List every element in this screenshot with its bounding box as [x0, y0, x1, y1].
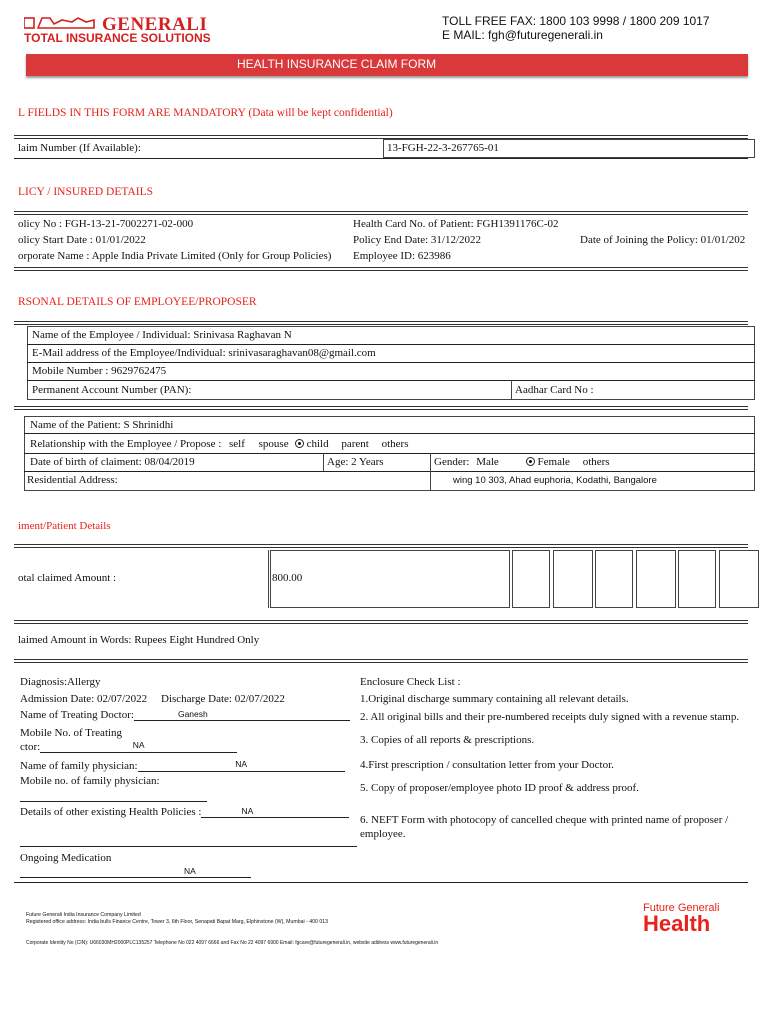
ongoing-medication-row: [20, 866, 251, 878]
rel-spouse: spouse: [258, 438, 289, 450]
claim-number-value: 13-FGH-22-3-267765-01: [387, 142, 499, 154]
employee-id: Employee ID: 623986: [353, 250, 451, 262]
gender-row: [434, 456, 610, 468]
policy-end-date: Policy End Date: 31/12/2022: [353, 234, 482, 246]
gender-label: Gender:: [434, 456, 470, 468]
enclosure-item: 4.First prescription / consultation letter from your Doctor.: [360, 759, 614, 771]
amount-digit-box: [636, 550, 676, 608]
logo-tagline: TOTAL INSURANCE SOLUTIONS: [24, 31, 211, 45]
relationship-row: [30, 438, 408, 450]
form-title: HEALTH INSURANCE CLAIM FORM: [237, 57, 437, 71]
pan-label: Permanent Account Number (PAN):: [32, 384, 192, 396]
generali-logo: [22, 14, 232, 48]
form-title-banner: [26, 54, 748, 76]
rel-parent: parent: [341, 438, 369, 450]
family-physician-value: NA: [138, 759, 345, 772]
divider: [14, 406, 748, 410]
enclosure-item: 6. NEFT Form with photocopy of cancelled cheque with printed name of proposer /: [360, 814, 729, 826]
divider: [14, 321, 748, 325]
col-line: [268, 550, 269, 608]
family-physician-row: [20, 759, 345, 772]
rel-child: child: [306, 438, 329, 450]
corporate-name: orporate Name : Apple India Private Limited (Only for Group Policies): [18, 250, 332, 262]
footer-cin: Corporate Identity No (CIN): U66030MH2000PLC135257 Telephone No 022 4097 6666 and Fax No 22 4097 6900 Email: fgcare@futuregenerali.in, website address www.futuregenerali.in: [26, 940, 439, 946]
col-line: [511, 380, 512, 400]
lion-icon: [24, 16, 96, 30]
gender-others: others: [582, 456, 610, 468]
amount-digit-box: [719, 550, 759, 608]
section-title-claim: iment/Patient Details: [18, 520, 111, 532]
policy-joining-date: Date of Joining the Policy: 01/01/202: [580, 234, 746, 246]
family-mobile-label: Mobile no. of family physician:: [20, 775, 160, 787]
section-title-policy: LICY / INSURED DETAILS: [18, 186, 154, 198]
amount-digit-box: [678, 550, 716, 608]
enclosure-item: 2. All original bills and their pre-numbered receipts duly signed with a revenue stamp.: [360, 711, 740, 723]
row-line: [27, 362, 755, 363]
enclosure-item: employee.: [360, 828, 406, 840]
divider: [14, 544, 748, 548]
admission-date: Admission Date: 02/07/2022: [20, 693, 148, 705]
enclosure-item: 3. Copies of all reports & prescriptions.: [360, 734, 535, 746]
divider: [14, 620, 748, 624]
treating-doctor-row: [20, 709, 350, 721]
patient-dob: Date of birth of claiment: 08/04/2019: [30, 456, 195, 468]
treating-doctor-label: Name of Treating Doctor:: [20, 709, 134, 721]
employee-mobile: Mobile Number : 9629762475: [32, 365, 167, 377]
amount-in-words: laimed Amount in Words: Rupees Eight Hundred Only: [18, 634, 260, 646]
address-label: Residential Address:: [27, 474, 118, 486]
mandatory-notice: L FIELDS IN THIS FORM ARE MANDATORY (Data will be kept confidential): [18, 107, 393, 119]
enclosure-item: 5. Copy of proposer/employee photo ID proof & address proof.: [360, 782, 639, 794]
child-radio-icon[interactable]: [295, 439, 304, 448]
header-email: E MAIL: fgh@futuregenerali.in: [442, 28, 603, 42]
amount-digit-box: [512, 550, 550, 608]
logo-brand: GENERALI: [102, 14, 208, 35]
patient-age: Age: 2 Years: [327, 456, 384, 468]
toll-free-fax: TOLL FREE FAX: 1800 103 9998 / 1800 209 1017: [442, 14, 710, 28]
row-line: [27, 380, 755, 381]
doctor-mobile-row: [20, 740, 237, 753]
brand-top: Future Generali: [643, 902, 720, 914]
ongoing-medication-label: Ongoing Medication: [20, 852, 112, 864]
enclosure-item: 1.Original discharge summary containing all relevant details.: [360, 693, 629, 705]
total-claimed-value: 800.00: [272, 572, 303, 584]
amount-box: [270, 550, 510, 608]
ongoing-medication-value: NA: [20, 866, 251, 878]
divider: [14, 882, 748, 883]
row-line: [24, 453, 755, 454]
female-radio-icon[interactable]: [526, 457, 535, 466]
amount-digit-box: [553, 550, 593, 608]
col-line: [323, 453, 324, 471]
enclosure-title: Enclosure Check List :: [360, 676, 461, 688]
family-mobile-line: [20, 801, 207, 802]
address-value: wing 10 303, Ahad euphoria, Kodathi, Bangalore: [453, 475, 657, 486]
other-policies-value: NA: [201, 806, 349, 818]
amount-digit-box: [595, 550, 633, 608]
claim-number-label: laim Number (If Available):: [18, 142, 141, 154]
policy-number: olicy No : FGH-13-21-7002271-02-000: [18, 218, 194, 230]
other-policies-label: Details of other existing Health Policies :: [20, 806, 202, 818]
gender-male: Male: [476, 456, 499, 468]
footer-company: Future Generali India Insurance Company Limited: [26, 912, 141, 918]
divider: [14, 158, 748, 159]
claim-number-box: [383, 139, 755, 158]
employee-name: Name of the Employee / Individual: Srinivasa Raghavan N: [32, 329, 292, 341]
row-line: [24, 471, 755, 472]
aadhar-label: Aadhar Card No :: [515, 384, 594, 396]
other-policies-row: [20, 806, 349, 818]
divider: [14, 659, 748, 663]
col-line: [430, 453, 431, 491]
diagnosis: Diagnosis:Allergy: [20, 676, 101, 688]
discharge-date: Discharge Date: 02/07/2022: [161, 693, 285, 705]
patient-name: Name of the Patient: S Shrinidhi: [30, 419, 174, 431]
row-line: [27, 344, 755, 345]
doctor-mobile-label-1: Mobile No. of Treating: [20, 727, 123, 739]
divider: [14, 267, 748, 271]
doctor-mobile-value: NA: [40, 740, 237, 753]
health-card-number: Health Card No. of Patient: FGH1391176C-02: [353, 218, 559, 230]
family-physician-label: Name of family physician:: [20, 760, 138, 772]
row-line: [24, 433, 755, 434]
rel-self: self: [229, 438, 245, 450]
total-claimed-label: otal claimed Amount :: [18, 572, 117, 584]
gender-female: Female: [537, 456, 570, 468]
rel-others: others: [381, 438, 409, 450]
other-policies-line: [20, 846, 357, 847]
divider: [14, 211, 748, 215]
section-title-personal: RSONAL DETAILS OF EMPLOYEE/PROPOSER: [18, 296, 257, 308]
footer-office: Registered office address: India bulls Finance Centre, Tower 3, 6th Floor, Senapati Bapat Marg, Elphinstone (W), Mumbai - 400 013: [26, 919, 328, 925]
employee-email: E-Mail address of the Employee/Individual: srinivasaraghavan08@gmail.com: [32, 347, 376, 359]
policy-start-date: olicy Start Date : 01/01/2022: [18, 234, 146, 246]
treating-doctor-value: Ganesh: [134, 709, 350, 721]
relationship-label: Relationship with the Employee / Propose :: [30, 438, 222, 450]
doctor-mobile-label-2: ctor:: [20, 741, 41, 753]
brand-bottom: Health: [643, 911, 711, 936]
future-generali-health-logo: [643, 902, 743, 942]
